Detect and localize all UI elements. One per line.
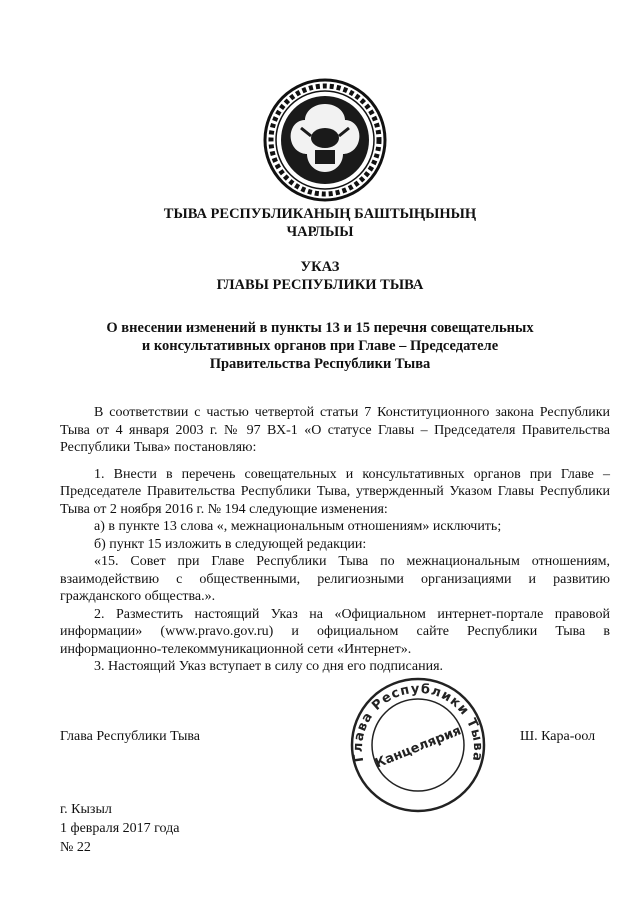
signature-position: Глава Республики Тыва [60,729,201,744]
item-1a-paragraph: а) в пункте 13 слова «, межнациональным отношениям» исключить; [94,519,502,534]
decree-subject [0,319,640,373]
header-line-1: ТЫВА РЕСПУБЛИКАНЫҢ БАШТЫҢЫНЫҢ [163,206,477,222]
header-line-2: ЧАРЛЫЫ [286,224,354,240]
item-1b-paragraph: б) пункт 15 изложить в следующей редакции: [94,536,367,552]
item-1b-text-paragraph: «15. Совет при Главе Республики Тыва по межнациональным отношениям, взаимодействию с общественными, религиозными организациями и развитию гражданского общества.». [60,554,610,604]
stamp-ring-text: Глава Республики Тыва [350,681,486,764]
preamble-paragraph: В соответствии с частью четвертой статьи 7 Конституционного закона Республики Тыва от 4 января 2003 г. № 97 ВХ-1 «О статусе Главы – Председателя Правительства Республики Тыва» постановляю: [60,405,610,455]
tuva-coat-of-arms-icon [263,78,387,202]
header-title [0,205,640,241]
footer-city: г. Кызыл [60,802,112,817]
item-2-paragraph: 2. Разместить настоящий Указ на «Официальном интернет-портале правовой информации» (www.pravo.gov.ru) и официальном сайте Республики Тыва в информационно-телекоммуникационной сети «Интернет». [60,606,610,657]
item-3-paragraph: 3. Настоящий Указ вступает в силу со дня его подписания. [94,659,444,674]
subject-line-1: О внесении изменений в пункты 13 и 15 перечня совещательных [106,320,534,336]
subject-line-3: Правительства Республики Тыва [209,356,431,372]
signature-name: Ш. Кара-оол [520,729,596,744]
footer-block [60,800,180,857]
office-stamp-icon [345,675,491,815]
decree-title-line-1: УКАЗ [300,259,340,275]
decree-body [60,404,610,676]
decree-title-line-2: ГЛАВЫ РЕСПУБЛИКИ ТЫВА [216,277,424,293]
subject-line-2: и консультативных органов при Главе – Председателе [141,338,499,354]
item-1-paragraph: 1. Внести в перечень совещательных и консультативных органов при Главе – Председателе Правительства Республики Тыва, утвержденный Указом Главы Республики Тыва от 2 ноября 2016 г. № 194 следующие изменения: [60,466,610,517]
decree-title [0,258,640,294]
footer-date: 1 февраля 2017 года [60,821,180,836]
stamp-center-text: Канцелярия [372,723,464,772]
footer-number: № 22 [60,840,91,855]
